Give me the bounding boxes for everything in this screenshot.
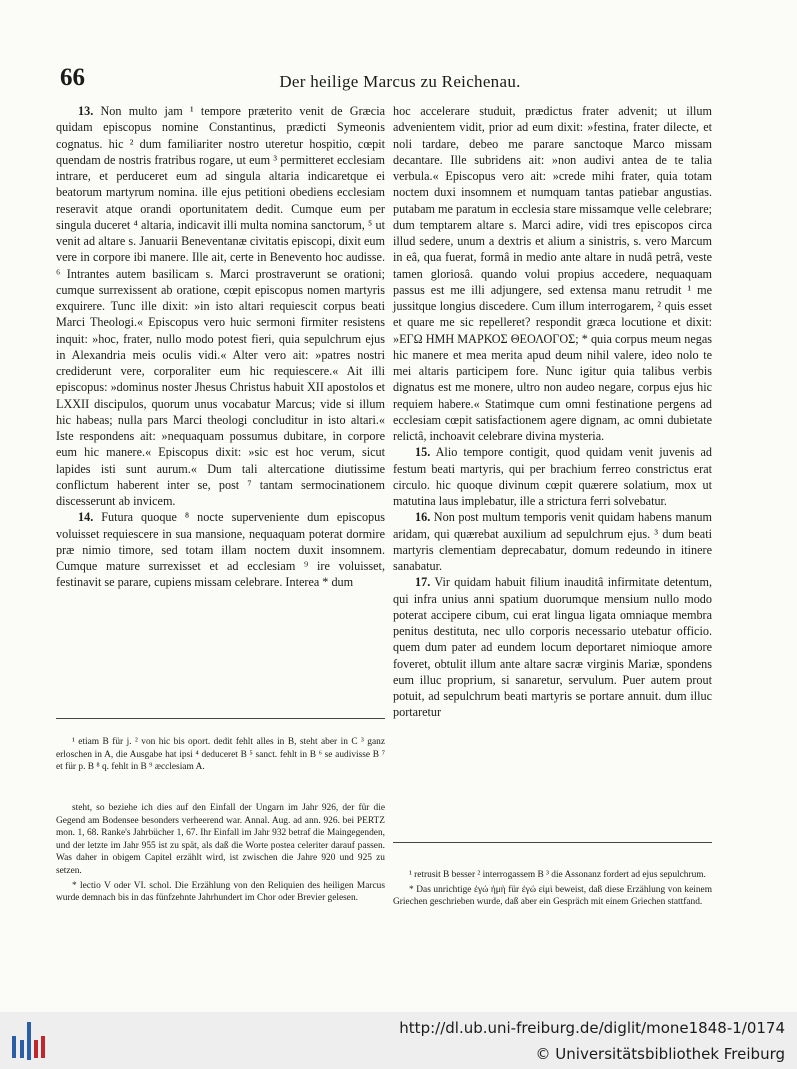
paragraph-15: 15. Alio tempore contigit, quod quidam venit juvenis ad festum beati martyris, qui per brachium ferreo constrictus erat circulo. hic quoque divinum cœpit quærere solatium, mox ut matutina laus implebatur, ille a strictura ferri solvebatur. — [393, 445, 712, 508]
footnote-variants-right: ¹ retrusit B besser ² interrogassem B ³ die Assonanz fordert ad ejus sepulchrum. — [409, 870, 706, 880]
logo-bar-mid-right — [34, 1040, 38, 1058]
paragraph-number: 14. — [78, 510, 94, 525]
paragraph-14: 14. Futura quoque ⁸ nocte superveniente dum episcopus voluisset requiescere in sua mansione, nequaquam poterat dormire præ nimio timore, sed totam illam noctem duxit insomnem. Cumque mature surrexisset et ad ecclesiam ⁹ ire voluisset, festinavit se parare, cupiens missam celebrare. Interea * dum — [56, 510, 385, 590]
logo-bar-mid-left — [20, 1040, 24, 1058]
footnote-greek-note: * Das unrichtige ἐγώ ἠμὴ für ἐγώ εἰμὶ beweist, daß diese Erzählung von keinem Griechen geschrieben wurde, daß aber ein Gespräch mit einem Griechen stattfand. — [393, 884, 712, 908]
page-header — [60, 64, 740, 98]
footnote-commentary: steht, so beziehe ich dies auf den Einfall der Ungarn im Jahr 926, der für die Gegend am Bodensee besonders verheerend war. Annal. Aug. ad ann. 926. bei PERTZ mon. 1, 68. Ranke's Jahrbücher 1, 67. Ihr Einfall im Jahr 932 betraf die Maingegenden, und der letzte im Jahr 955 ist zu spät, als daß die Worte postea celeriter darauf passen. Was daher in obigem Capitel erzählt wird, ist zwischen die Jahre 920 und 925 zu setzen. — [56, 803, 385, 876]
paragraph-number: 16. — [415, 510, 431, 525]
footnotes-right — [393, 869, 712, 911]
copyright-notice: © Universitätsbibliothek Freiburg — [535, 1045, 785, 1063]
footnote-divider-left — [56, 718, 385, 719]
paragraph-number: 15. — [415, 445, 431, 460]
paragraph-13: 13. Non multo jam ¹ tempore præterito venit de Græcia quidam episcopus nomine Constantinus, prædicti Symeonis cognatus. hic ² dum familiariter nostro uteretur hospitio, cœpit quendam de nostris fratribus rogare, ut eum ³ permitteret ecclesiam intrare, et perduceret eum ad singula altaria indicaretque ei beatorum martyrum nomina. ille ejus petitioni obediens ecclesiam reseravit atque orandi oportunitatem dedit. Cumque eum per singula duceret ⁴ altaria, indicavit illi multa nomina sanctorum, ⁵ ut venit ad altare s. Januarii Beneventanæ civitatis episcopi, dixit eum vere in corpore ibi manere. Ille ait, certe in Benevento hoc audisse. ⁶ Intrantes autem basilicam s. Marci prostraverunt se orationi; cumque surrexissent ab oratione, cœpit episcopus nomen martyris exquirere. Tunc ille dixit: »in isto altari requiescit corpus beati Marci Theologi.« Episcopus vero huic sermoni firmiter resistens inquit: »hoc, frater, nullo modo potest fieri, quia sepulchrum ejus in Alexandria meis oculis vidi.« Alter vero ait: »patres nostri crediderunt vere, corporaliter eum hic requiescere.« Ait illi episcopus: »dominus noster Jhesus Christus habuit XII apostolos et LXXII discipulos, quorum unus vocabatur Marcus; vide si illum hic habeas; nulla pars Marci theologi concluditur in isto altari.« Iste respondens ait: »nequaquam possumus dubitare, in corpore eum hic manere.« Episcopus dixit: »sic est hoc verum, sicut lapides isti sunt aurum.« Dum tali altercatione diutissime conflictum haberent inter se, post ⁷ tantam sermocinationem discesserunt ab invicem. — [56, 104, 385, 508]
logo-bar-center — [27, 1022, 31, 1060]
footnote-lectio: * lectio V oder VI. schol. Die Erzählung von den Reliquien des heiligen Marcus wurde demnach bis in das fünfzehnte Jahrhundert im Chor oder Brevier gelesen. — [56, 880, 385, 904]
footnotes-left-variants — [56, 736, 385, 776]
left-text-column — [56, 103, 385, 591]
footnote-variants: ¹ etiam B für j. ² von hic bis oport. dedit fehlt alles in B, steht aber in C ³ ganz erloschen in A, die Ausgabe hat ipsi ⁴ deduceret B ⁵ sanct. fehlt in B ⁶ se audivisse B ⁷ et für p. B ⁸ q. fehlt in B ⁹ æcclesiam A. — [56, 737, 385, 773]
paragraph-17: 17. Vir quidam habuit filium inauditâ infirmitate detentum, qui infra unius anni spatium duorumque mensium nullo modo poterat accipere cibum, cui erat lingua ligata omniaque membra penitus destituta, nec ullo corporis necessario utebatur officio. quem dum pater ad eundem locum deportaret nimioque amore foveret, obtulit illum ante altare sacræ virginis Mariæ, spondens eum illuc proprium, si sanaretur, servulum. Puer autem prout potuit, ad sepulchrum beati martyris se portare annuit. dum illuc portaretur — [393, 575, 712, 720]
page-number: 66 — [60, 64, 85, 91]
footnote-divider-right — [393, 842, 712, 843]
viewer-footer-bar — [0, 1012, 797, 1069]
footnotes-left-commentary — [56, 802, 385, 907]
permalink-url[interactable]: http://dl.ub.uni-freiburg.de/diglit/mone1848-1/0174 — [399, 1019, 785, 1037]
paragraph-16: 16. Non post multum temporis venit quidam habens manum aridam, qui quærebat auxilium ad sepulchrum ejus. ³ dum beati martyris clementiam deprecabatur, domum redeundo in itinere sanabatur. — [393, 510, 712, 573]
paragraph-14-continued: hoc accelerare studuit, prædictus frater advenit; ut illum advenientem vidit, prior ad eum dixit: »festina, frater dilecte, et noli tardare, debeo me parare sanctoque Marco missam decantare. Ille subridens ait: »non audivi antea de te talia verbula.« Episcopus vero ait: »crede mihi frater, quia totam noctem duxi insomnem et numquam tantas patiebar angustias. putabam me paratum in ecclesia stare missamque velle celebrare; dum temptarem altare s. Marci adire, vidi tres episcopos circa illud sedere, unum a dextris et alium a sinistris, s. vero Marcum in eâ, qua fuerat, formâ in medio ante altare in nudâ petrâ, veste tamen gloriosâ. quando volui propius accedere, nequaquam passus est me illi adjungere, sed extensa manu retrudit ¹ me jussitque longius discedere. Cum illum interrogarem, ² quis esset et quare me sic repelleret? respondit græca locutione et dixit: »ΕΓΩ ΗΜΗ ΜΑΡΚΟΣ ΘΕΟΛΟΓΟΣ; * quia corpus meum negas hic manere et mea merita apud deum nihil valere, ideo nolo te mei altaris participem fore. Nunc igitur quia talibus verbis dignatus est me monere, ultro non audeo negare, corpus ejus hic requiem habere.« Statimque cum omni festinatione pergens ad ecclesiam cœpit satisfactionem agere dignam, ac omni dubietate relictâ, inchoavit celebrare divina mysteria. — [393, 104, 712, 443]
logo-bar-left — [12, 1036, 16, 1058]
ub-freiburg-logo-icon[interactable] — [10, 1020, 46, 1062]
paragraph-number: 17. — [415, 575, 431, 590]
running-title: Der heilige Marcus zu Reichenau. — [279, 72, 521, 91]
logo-bar-right — [41, 1036, 45, 1058]
right-text-column — [393, 103, 712, 721]
paragraph-number: 13. — [78, 104, 94, 118]
